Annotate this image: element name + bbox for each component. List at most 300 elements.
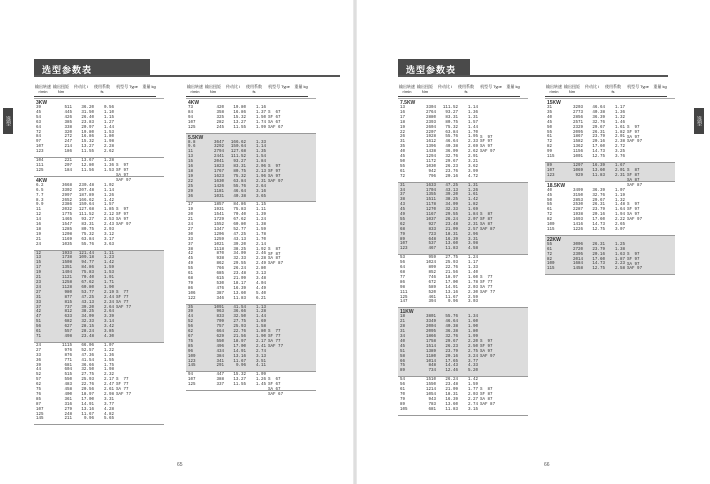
table-cell: 38 [188,247,194,252]
table-cell: 4.82 [103,412,114,417]
table-cell: 766 [216,267,224,272]
table-cell: 1156 [572,150,583,155]
table-cell: 1037 [425,217,436,222]
table-cell: 46.64 [233,189,246,194]
header-cell: 使用系数 fs [94,84,110,94]
model-type-label: SF 97 [268,170,281,175]
table-cell: 1.70 [255,237,266,242]
table-cell: 84.86 [81,266,94,271]
model-type-label: SF 77 [268,335,281,340]
table-cell: 1.36 [467,110,478,115]
table-cell: 47.25 [81,295,94,300]
right_page-header-rule [398,96,520,97]
table-cell: 14 [36,218,42,223]
table-cell: 1416 [572,223,583,228]
model-type-label: SAF 67 [268,125,284,130]
table-cell: 1021 [213,242,224,247]
model-type-label: SAF 87 [480,227,496,232]
table-cell: 1351 [61,266,72,271]
table-cell: 3.98 [467,242,478,247]
table-cell: 71 [36,334,42,339]
table-cell: 83.31 [81,223,94,228]
model-type-label: SF 97 [480,140,493,145]
table-cell: 1.32 [614,198,625,203]
table-cell: 50 [547,198,553,203]
model-type-label: S 77 [268,330,281,335]
table-cell: 2.43 [103,223,114,228]
model-type-label: SAF 77 [268,344,284,349]
table-cell: 1.99 [255,125,266,130]
table-cell: 24 [36,343,42,348]
table-cell: 876 [64,353,72,358]
table-cell: 56 [188,325,194,330]
table-cell: 709 [216,320,224,325]
table-cell: 19 [400,125,406,130]
table-cell: 783 [428,402,436,407]
table-cell: 3302 [61,188,72,193]
header-cell: 重量 kg [506,84,520,89]
table-row [400,175,528,180]
table-row [547,267,675,272]
power-rating-label: 3KW [36,100,48,106]
table-cell: 13.16 [445,290,458,295]
table-cell: 2.75 [467,349,478,354]
table-cell: 93.27 [445,110,458,115]
table-cell: 11 [36,208,42,213]
table-cell: 3.14 [103,320,114,325]
table-cell: 734 [428,369,436,374]
table-cell: 13 [400,106,406,110]
model-types [480,213,495,233]
table-cell: 36.09 [445,150,458,155]
table-cell: 629 [216,334,224,339]
spec-block [186,372,316,398]
table-cell: 1.17 [614,106,625,110]
table-cell: 1938 [572,213,583,218]
table-cell: 55 [547,242,553,247]
table-cell: 927 [428,222,436,227]
table-cell: 45 [400,208,406,213]
table-cell: 50 [400,159,406,164]
right-banner-rule [398,75,668,77]
table-cell: 79 [188,281,194,286]
table-cell: 26.23 [445,164,458,169]
table-cell: 2.61 [103,388,114,393]
table-cell: 1438 [425,150,436,155]
table-cell: 11.67 [233,359,246,364]
table-cell: 2386 [61,203,72,208]
table-cell: 2.50 [467,344,478,349]
table-cell: 21.09 [233,277,246,281]
table-cell: 384 [216,354,224,359]
table-cell: 17.65 [445,359,458,364]
table-cell: 60.80 [233,223,246,228]
header-cell: 使用系数 fs [605,84,621,94]
table-cell: 1.16 [255,106,266,110]
table-cell: 2032 [61,208,72,213]
table-cell: 815 [64,300,72,305]
table-cell: 55.76 [81,242,94,247]
table-cell: 1.59 [255,227,266,232]
table-cell: 877 [64,295,72,300]
table-cell: 1.84 [467,213,478,218]
table-cell: 28.24 [81,330,94,335]
table-cell: 39.20 [81,305,94,310]
table-cell: 1.26 [103,193,114,198]
left-section-banner: 选型参数表 [34,59,150,77]
table-cell: 18.31 [445,232,458,237]
table-cell: 61 [188,272,194,277]
table-cell: 14.91 [81,402,94,407]
table-cell: 11.83 [445,247,458,252]
table-cell: 24 [36,285,42,290]
table-cell: 93.27 [81,218,94,223]
table-cell: 2.98 [103,392,114,397]
table-cell: 39 [188,310,194,315]
table-cell: 61 [400,388,406,393]
table-cell: 1118 [213,247,224,252]
table-cell: 833 [428,227,436,232]
left_page-column_a [34,98,164,425]
table-cell: 39 [36,106,42,110]
table-cell: 33 [36,300,42,305]
table-row [400,247,528,252]
table-cell: 483 [64,383,72,388]
table-cell: 2004 [425,325,436,330]
table-cell: 22.76 [233,330,246,335]
model-type-label: S 97 [116,208,129,213]
table-cell: 46.64 [445,140,458,145]
table-cell: 125 [188,383,196,388]
table-cell: 1259 [213,237,224,242]
model-type-label: S 97 [480,339,493,344]
table-cell: 75.83 [81,271,94,276]
table-cell: 11.67 [445,295,458,300]
table-cell: 434 [216,349,224,354]
table-cell: 21.56 [233,334,246,339]
table-cell: 33 [36,353,42,358]
table-cell: 19.80 [81,130,94,135]
table-cell: 1.44 [467,125,478,130]
table-cell: 1867 [572,135,583,140]
table-row [36,169,164,174]
table-cell: 1.57 [103,203,114,208]
table-cell: 1.59 [103,266,114,271]
table-cell: 1.77 [467,388,478,393]
spec-block [34,343,164,426]
table-cell: 26.24 [445,378,458,383]
table-cell: 51 [36,320,42,325]
table-cell: 37 [400,193,406,198]
table-cell: 37 [36,305,42,310]
model-type-label: SAF 67 [268,393,284,398]
table-cell: 89 [400,402,406,407]
table-cell: 627 [64,325,72,330]
table-cell: 1.74 [255,120,266,125]
table-cell: 5.65 [103,417,114,422]
model-type-label: SAF 97 [480,150,496,155]
table-cell: 4.58 [467,247,478,252]
table-cell: 31 [400,183,406,188]
table-cell: 980 [64,290,72,295]
table-cell: 93.27 [233,160,246,165]
left-side-tab: 选型 [3,108,13,134]
table-cell: 3.31 [103,397,114,402]
table-cell: 3.13 [255,272,266,277]
table-cell: 511 [64,106,72,110]
table-cell: 1.57 [467,120,478,125]
header-cell: 重量 kg [142,84,156,89]
table-cell: 47.25 [233,232,246,237]
table-cell: 63 [36,120,42,125]
table-cell: 121.44 [78,251,94,256]
table-cell: 3.13 [255,354,266,359]
table-cell: 36.66 [233,310,246,315]
table-cell: 60.80 [81,285,94,290]
table-cell: 18 [400,120,406,125]
table-cell: 2.01 [614,168,625,173]
book-gutter [353,0,357,484]
table-cell: 1775 [61,213,72,218]
model-type-label: SF 97 [627,257,640,262]
table-cell: 23.79 [592,135,605,140]
table-cell: 26.31 [592,203,605,208]
table-cell: 55.76 [445,135,458,140]
table-cell: 12.80 [81,163,94,168]
table-cell: 2.17 [255,339,266,344]
table-cell: 1396 [425,145,436,150]
table-cell: 11.55 [81,150,94,155]
table-row [400,408,528,413]
table-cell: 1294 [425,155,436,160]
table-cell: 145 [36,417,44,422]
table-cell: 1.35 [255,150,266,155]
table-cell: 125 [188,125,196,130]
table-cell: 17 [36,266,42,271]
table-cell: 537 [428,242,436,247]
table-cell: 94.77 [81,261,94,266]
table-cell: 1.90 [255,334,266,339]
table-cell: 11.56 [81,168,94,173]
table-cell: 1297 [572,163,583,168]
table-cell: 80.75 [445,120,458,125]
table-cell: 1167 [425,213,436,218]
table-row [400,300,528,305]
table-cell: 1.53 [103,168,114,173]
table-cell: 1172 [425,159,436,164]
table-cell: 1511 [425,198,436,203]
table-cell: 2.41 [255,344,266,349]
model-type-label: SAF 97 [480,354,496,359]
table-cell: 23.48 [81,334,94,339]
table-cell: 20.56 [81,388,94,393]
table-cell: 291 [216,364,224,369]
table-cell: 746 [428,275,436,280]
header-cell: 输出扭矩 Nm [53,84,69,94]
table-cell: 40 [547,188,553,193]
table-cell: 115 [547,267,555,272]
table-cell: 14.73 [592,150,605,155]
table-cell: 40 [400,339,406,344]
model-type-label: SA 97 [480,145,493,150]
table-cell: 82 [547,145,553,150]
spec-block [186,202,316,304]
header-cell: 传动比 i [585,84,599,89]
table-cell: 107 [188,378,196,383]
table-cell: 1.54 [255,155,266,160]
table-cell: 1.14 [255,145,266,150]
table-cell: 15 [188,160,194,165]
table-cell: 3.21 [467,159,478,164]
table-cell: 1.42 [467,198,478,203]
header-cell: 重量 kg [294,84,308,89]
model-type-label: SF 97 [116,168,129,173]
left-banner-rule [34,75,340,77]
table-cell: 21 [36,276,42,281]
table-cell: 1.25 [614,242,625,247]
table-cell: 32.33 [445,208,458,213]
table-cell: 166.62 [78,198,94,203]
table-cell: 589 [428,285,436,290]
table-cell: 94 [188,115,194,120]
table-cell: 737 [64,305,72,310]
table-cell: 109 [188,354,196,359]
table-cell: 3.12 [103,232,114,237]
header-cell: 输出转速 r/min [187,84,203,94]
right-side-tab: 选型 [694,108,704,134]
table-cell: 68 [400,227,406,232]
table-cell: 3647 [213,140,224,145]
model-type-label: SF 87 [480,393,493,398]
table-cell: 187.89 [78,193,94,198]
table-cell: 27.75 [445,256,458,261]
table-cell: 19 [188,208,194,213]
table-cell: 685 [216,272,224,277]
table-cell: 1.26 [467,188,478,193]
power-rating-label: 15KW [547,100,561,106]
table-cell: 39 [36,363,42,368]
table-cell: 23.48 [233,272,246,277]
table-cell: 12.75 [592,267,605,272]
table-cell: 1.75 [103,363,114,368]
table-cell: 36.66 [81,363,94,368]
table-cell: 36.39 [592,188,605,193]
table-cell: 25.93 [233,325,246,330]
table-cell: 3.03 [467,300,478,305]
table-cell: 37 [188,242,194,247]
spec-block [398,308,528,377]
table-cell: 27 [36,348,42,353]
table-cell: 19.80 [233,106,246,110]
table-cell: 17 [188,203,194,208]
table-cell: 325 [216,115,224,120]
table-cell: 85 [188,344,194,349]
table-cell: 67 [188,334,194,339]
table-cell: 100 [547,223,555,228]
model-type-label: SA 87 [480,222,493,227]
table-cell: 1169 [61,237,72,242]
table-cell: 107 [36,145,44,150]
table-cell: 2329 [572,125,583,130]
table-cell: 75 [188,339,194,344]
table-cell: 1.91 [103,276,114,281]
right-section-banner: 选型参数表 [398,59,470,77]
table-cell: 38 [400,198,406,203]
table-cell: 18 [188,169,194,174]
table-cell: 1258 [61,281,72,285]
model-type-label: SF 77 [116,295,129,300]
model-type-label: SA 97 [116,173,129,178]
table-cell: 1.59 [467,383,478,388]
table-cell: 943 [428,397,436,402]
table-cell: 2.58 [614,267,625,272]
table-cell: 681 [428,407,436,412]
table-cell: 49 [400,213,406,218]
table-cell: 44 [36,368,42,373]
table-cell: 1.78 [255,232,266,237]
table-cell: 848 [428,364,436,369]
table-cell: 1180 [425,354,436,359]
table-cell: 1767 [213,169,224,174]
model-type-label: SF 87 [268,252,281,257]
table-cell: 3.65 [255,194,266,199]
table-row [188,383,316,388]
table-cell: 2856 [572,115,583,120]
table-cell: 0.56 [103,106,114,110]
table-cell: 899 [428,266,436,271]
table-cell: 1.63 [614,252,625,257]
table-cell: 1.90 [103,285,114,290]
table-cell: 1.10 [103,110,114,115]
table-cell: 2041 [213,160,224,165]
table-cell: 23.79 [592,247,605,252]
model-type-label: S 77 [116,378,129,383]
table-cell: 89 [400,237,406,242]
table-cell: 52.77 [233,227,246,232]
table-cell: 28.15 [81,325,94,330]
table-cell: 1.82 [614,130,625,135]
table-cell: 107 [188,120,196,125]
table-cell: 11.55 [233,383,246,388]
table-cell: 12.46 [445,369,458,374]
table-cell: 82 [547,257,553,262]
table-cell: 1510 [425,378,436,383]
table-cell: 127.68 [78,208,94,213]
spec-block [34,99,164,158]
table-cell: 42 [36,310,42,315]
table-cell: 1630 [213,179,224,184]
table-cell: 1355 [425,193,436,198]
table-cell: 43 [400,203,406,208]
table-cell: 2.14 [255,242,266,247]
table-cell: 862 [216,262,224,267]
table-cell: 316 [64,402,72,407]
table-cell: 3.17 [103,237,114,242]
table-cell: 62 [36,383,42,388]
table-cell: 2.65 [614,223,625,228]
table-cell: 976 [64,348,72,353]
table-cell: 4.33 [467,364,478,369]
table-cell: 1928 [425,135,436,140]
model-type-label: S 87 [268,247,281,252]
table-cell: 557 [64,330,72,335]
table-cell: 145 [188,364,196,369]
spec-block [186,305,316,373]
table-cell: 2095 [425,330,436,335]
model-type-label: SA 97 [627,213,640,218]
table-cell: 123 [547,173,555,178]
table-cell: 1.44 [255,315,266,320]
